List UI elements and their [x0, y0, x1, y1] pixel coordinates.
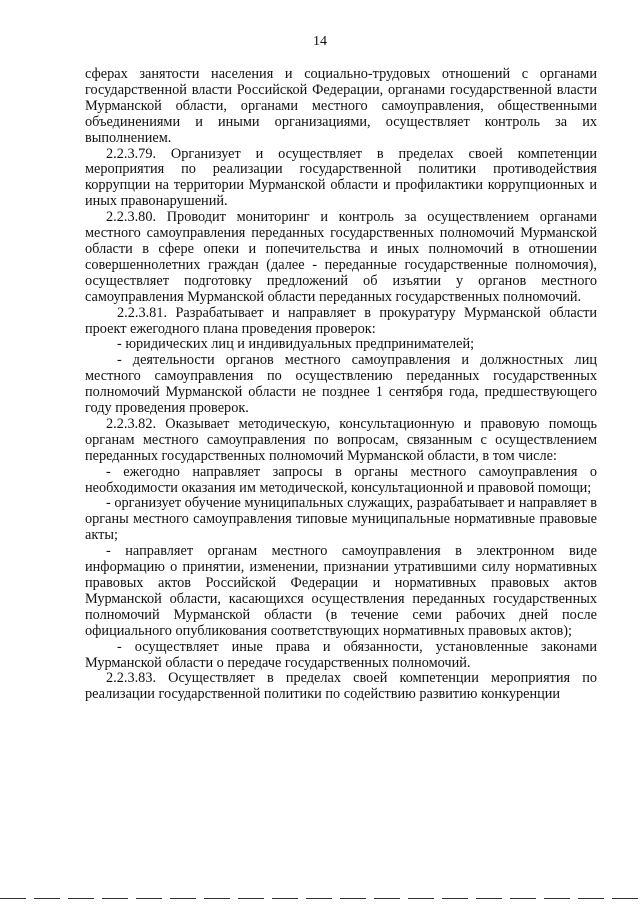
page-number: 14: [313, 34, 327, 49]
list-item-electronic-information: - направляет органам местного самоуправления в электронном виде информацию о принятии, изменении, признании утратившими силу нормативных правовых актов Российской Федерации и нормативных правовых актов Мурманской области, касающихся осуществления переданных государственных полномочий Мурманской области (в течение семи рабочих дней после официального опубликования соответствующих нормативных правовых актов);: [85, 543, 597, 639]
list-item-training: - организует обучение муниципальных служащих, разрабатывает и направляет в органы местного самоуправления типовые муниципальные нормативные правовые акты;: [85, 495, 597, 544]
paragraph-2-2-3-79: 2.2.3.79. Организует и осуществляет в пределах своей компетенции мероприятия по реализации государственной политики противодействия коррупции на территории Мурманской области и профилактики коррупционных и иных правонарушений.: [85, 145, 597, 210]
list-item-legal-entities: - юридических лиц и индивидуальных предпринимателей;: [117, 336, 475, 353]
bottom-scan-line: [0, 898, 640, 899]
document-body: [85, 67, 597, 703]
list-item-local-government-activities: - деятельности органов местного самоуправления и должностных лиц местного самоуправления по осуществлению переданных государственных полномочий Мурманской области не позднее 1 сентября года, предшествующего году проведения проверок.: [85, 352, 597, 417]
paragraph-2-2-3-81: 2.2.3.81. Разрабатывает и направляет в прокуратуру Мурманской области проект ежегодного плана проведения проверок:: [85, 304, 597, 337]
list-item-annual-requests: - ежегодно направляет запросы в органы местного самоуправления о необходимости оказания им методической, консультационной и правовой помощи;: [85, 463, 597, 496]
paragraph-continuation: сферах занятости населения и социально-трудовых отношений с органами государственной власти Российской Федерации, органами государственной власти Мурманской области, органами местного самоуправления, общественными объединениями и иными организациями, осуществляет контроль за их выполнением.: [85, 66, 597, 146]
list-item-other-rights: - осуществляет иные права и обязанности, установленные законами Мурманской области о передаче государственных полномочий.: [85, 638, 597, 671]
paragraph-2-2-3-82: 2.2.3.82. Оказывает методическую, консультационную и правовую помощь органам местного самоуправления по вопросам, связанным с осуществлением переданных государственных полномочий Мурманской области, в том числе:: [85, 415, 597, 464]
paragraph-2-2-3-83: 2.2.3.83. Осуществляет в пределах своей компетенции мероприятия по реализации государственной политики по содействию развитию конкуренции: [85, 670, 597, 703]
paragraph-2-2-3-80: 2.2.3.80. Проводит мониторинг и контроль за осуществлением органами местного самоуправления переданных государственных полномочий Мурманской области в сфере опеки и попечительства и иных полномочий в отношении совершеннолетних граждан (далее - переданные государственные полномочия), осуществляет подготовку предложений об изъятии у органов местного самоуправления Мурманской области переданных государственных полномочий.: [85, 209, 597, 305]
